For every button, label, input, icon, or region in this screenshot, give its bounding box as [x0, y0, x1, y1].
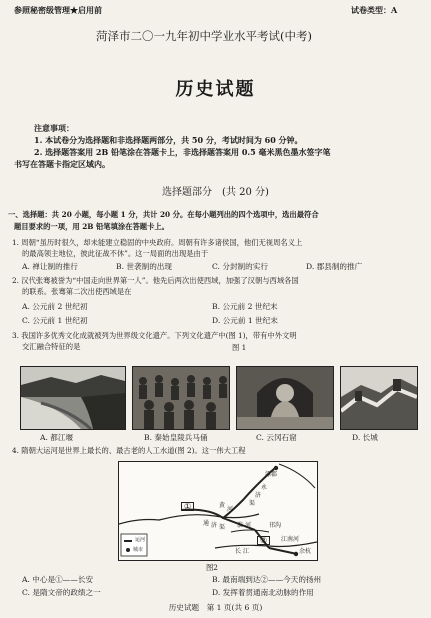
- notes-item-2: 2. 选择题答案用 2B 铅笔涂在答题卡上，非选择题答案用 0.5 毫米黑色墨水签字笔: [34, 147, 331, 157]
- q4-stem: 4. 隋朝大运河是世界上最长的、最古老的人工水道(图 2)。这一伟大工程: [12, 446, 246, 455]
- q1-stem-cont: 的最高领主地位，彼此征战不休”。这一局面的出现是由于: [22, 249, 209, 258]
- q4-option-d[interactable]: D. 发挥着贯通南北动脉的作用: [212, 588, 314, 597]
- map-marker-2: ②: [257, 536, 270, 545]
- map-label: 通: [203, 520, 210, 527]
- q3-option-b[interactable]: B. 秦始皇陵兵马俑: [144, 433, 208, 442]
- q2-option-d[interactable]: D. 公元前 1 世纪末: [212, 316, 278, 325]
- photo-yungang-grottoes: [236, 366, 334, 430]
- q3-stem: 3. 我国许多优秀文化成就被列为世界级文化遗产。下列文化遗产中(图 1)，带有中外文明: [12, 331, 297, 340]
- map-label: 渠: [249, 500, 256, 507]
- q2-option-a[interactable]: A. 公元前 2 世纪初: [22, 302, 88, 311]
- q2-option-c[interactable]: C. 公元前 1 世纪初: [22, 316, 88, 325]
- photo-great-wall: [340, 366, 418, 430]
- paper-type: 试卷类型：A: [351, 5, 398, 15]
- map-label: 济: [255, 492, 262, 499]
- map-label: 涿郡: [265, 471, 278, 478]
- q4-option-a[interactable]: A. 中心是①——长安: [22, 575, 94, 584]
- map-label: 河: [227, 506, 234, 513]
- q1-option-b[interactable]: B. 世袭制的出现: [116, 262, 172, 271]
- map-label: 渠: [219, 524, 226, 531]
- notes-item-2-cont: 书写在答题卡指定区域内。: [14, 159, 110, 169]
- q3-option-a[interactable]: A. 都江堰: [40, 433, 74, 442]
- map-label: 淮: [237, 522, 244, 529]
- map-label: 黄: [219, 502, 226, 509]
- photo-terracotta-warriors: [132, 366, 230, 430]
- figure-2-label: 图2: [206, 563, 218, 572]
- map-label: 长: [235, 548, 242, 555]
- map-label: 邗沟: [269, 522, 282, 529]
- section-title: 选择题部分 (共 20 分): [162, 187, 269, 198]
- q3-stem-cont: 交汇融合特征的是: [22, 342, 81, 351]
- q1-option-a[interactable]: A. 禅让制的推行: [22, 262, 78, 271]
- q4-option-c[interactable]: C. 是隋文帝的政绩之一: [22, 588, 101, 597]
- section-instructions: 一、选择题：共 20 小题，每小题 1 分，共计 20 分。在每小题列出的四个选项中，选出最符合: [8, 210, 319, 219]
- q3-option-c[interactable]: C. 云冈石窟: [256, 433, 297, 442]
- secret-level: 参照秘密级管理★启用前: [14, 5, 102, 15]
- q4-option-b[interactable]: B. 最南端到达②——今天的扬州: [212, 575, 322, 584]
- map-marker-1: ①: [181, 502, 194, 511]
- map-label: 江: [243, 548, 250, 555]
- map-label: 河: [245, 522, 252, 529]
- map-legend-city: 城市: [133, 547, 144, 553]
- q2-stem: 2. 汉代张骞被誉为“中国走向世界第一人”。他先后两次出使西域，加强了汉朝与西域各国: [12, 276, 299, 285]
- exam-title: 菏泽市二〇一九年初中学业水平考试(中考): [96, 29, 312, 43]
- map-label: 江南河: [281, 536, 300, 543]
- q1-stem: 1. 周朝“虽历时很久，却未能建立稳固的中央政府。周朝有许多诸侯国，他们无视周名义上: [12, 238, 303, 247]
- map-label: 永: [261, 484, 268, 491]
- map-label: 济: [211, 522, 218, 529]
- grand-canal-map: [118, 461, 318, 561]
- q2-option-b[interactable]: B. 公元前 2 世纪末: [212, 302, 278, 311]
- notes-item-1: 1. 本试卷分为选择题和非选择题两部分，共 50 分，考试时间为 60 分钟。: [34, 135, 303, 145]
- section-instructions-cont: 题目要求的一项，用 2B 铅笔填涂在答题卡上。: [14, 222, 169, 231]
- figure-1-label: 图 1: [232, 343, 247, 352]
- subject-title: 历史试题: [175, 79, 256, 100]
- photo-dujiangyan: [20, 366, 126, 430]
- q1-option-d[interactable]: D. 郡县制的推广: [306, 262, 363, 271]
- q3-option-d[interactable]: D. 长城: [352, 433, 378, 442]
- map-label: 余杭: [299, 548, 312, 555]
- q2-stem-cont: 的联系。张骞第二次出使西域是在: [22, 287, 132, 296]
- notes-heading: 注意事项：: [34, 123, 74, 133]
- page-footer: 历史试题 第 1 页(共 6 页): [168, 603, 263, 612]
- map-legend-canal: 运河: [135, 537, 146, 543]
- q1-option-c[interactable]: C. 分封制的实行: [212, 262, 268, 271]
